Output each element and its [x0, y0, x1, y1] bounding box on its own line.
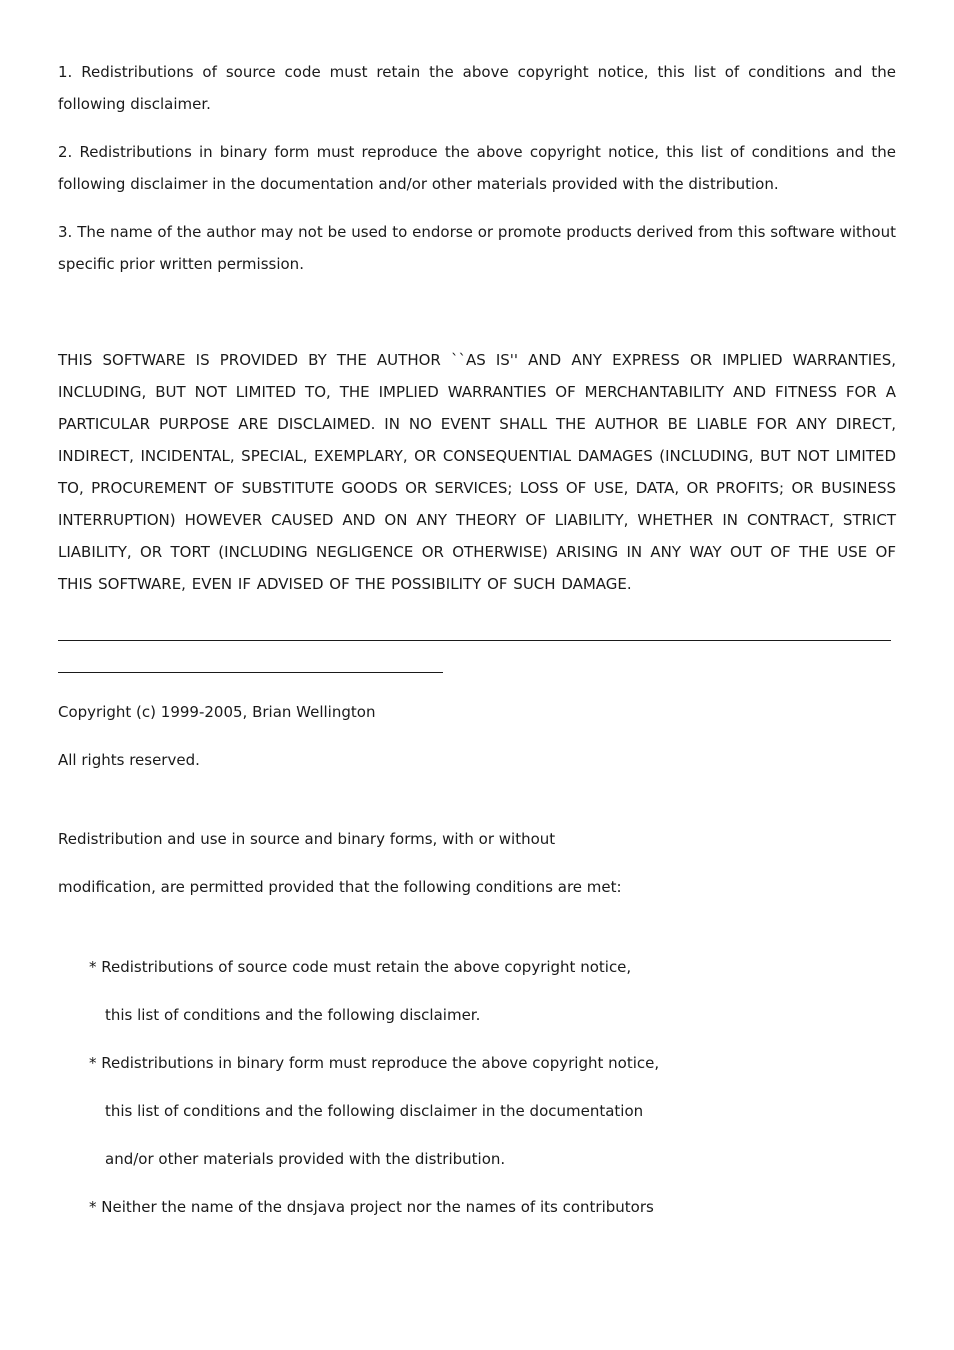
rights-reserved: All rights reserved.: [58, 751, 200, 769]
condition-3: 3. The name of the author may not be used to endorse or promote products derived from this software without specific prior written permission.: [58, 223, 896, 273]
separator-rule-short: [58, 648, 896, 680]
bullet-1-line-2: this list of conditions and the following disclaimer.: [105, 1006, 481, 1024]
redistribution-intro-line-2: modification, are permitted provided that the following conditions are met:: [58, 878, 622, 896]
bullet-2-line-1: * Redistributions in binary form must reproduce the above copyright notice,: [89, 1054, 660, 1072]
redistribution-intro-line-1: Redistribution and use in source and binary forms, with or without: [58, 830, 556, 848]
bullet-2-line-3: and/or other materials provided with the distribution.: [105, 1150, 506, 1168]
license-document: [58, 56, 896, 1239]
condition-2: 2. Redistributions in binary form must reproduce the above copyright notice, this list of conditions and the following disclaimer in the documentation and/or other materials provided with the distribution.: [58, 143, 896, 193]
bullet-2-line-2: this list of conditions and the following disclaimer in the documentation: [105, 1102, 644, 1120]
copyright-line: Copyright (c) 1999-2005, Brian Wellington: [58, 703, 376, 721]
condition-1: 1. Redistributions of source code must retain the above copyright notice, this list of conditions and the following disclaimer.: [58, 63, 896, 113]
bullet-3-line-1: * Neither the name of the dnsjava project nor the names of its contributors: [89, 1198, 654, 1216]
warranty-disclaimer: THIS SOFTWARE IS PROVIDED BY THE AUTHOR ``AS IS'' AND ANY EXPRESS OR IMPLIED WARRANTIES, INCLUDING, BUT NOT LIMITED TO, THE IMPLIED WARRANTIES OF MERCHANTABILITY AND FITNESS FOR A PARTICULAR PURPOSE ARE DISCLAIMED. IN NO EVENT SHALL THE AUTHOR BE LIABLE FOR ANY DIRECT, INDIRECT, INCIDENTAL, SPECIAL, EXEMPLARY, OR CONSEQUENTIAL DAMAGES (INCLUDING, BUT NOT LIMITED TO, PROCUREMENT OF SUBSTITUTE GOODS OR SERVICES; LOSS OF USE, DATA, OR PROFITS; OR BUSINESS INTERRUPTION) HOWEVER CAUSED AND ON ANY THEORY OF LIABILITY, WHETHER IN CONTRACT, STRICT LIABILITY, OR TORT (INCLUDING NEGLIGENCE OR OTHERWISE) ARISING IN ANY WAY OUT OF THE USE OF THIS SOFTWARE, EVEN IF ADVISED OF THE POSSIBILITY OF SUCH DAMAGE.: [58, 351, 896, 593]
separator-rule-long: [58, 616, 896, 648]
bullet-1-line-1: * Redistributions of source code must retain the above copyright notice,: [89, 958, 632, 976]
